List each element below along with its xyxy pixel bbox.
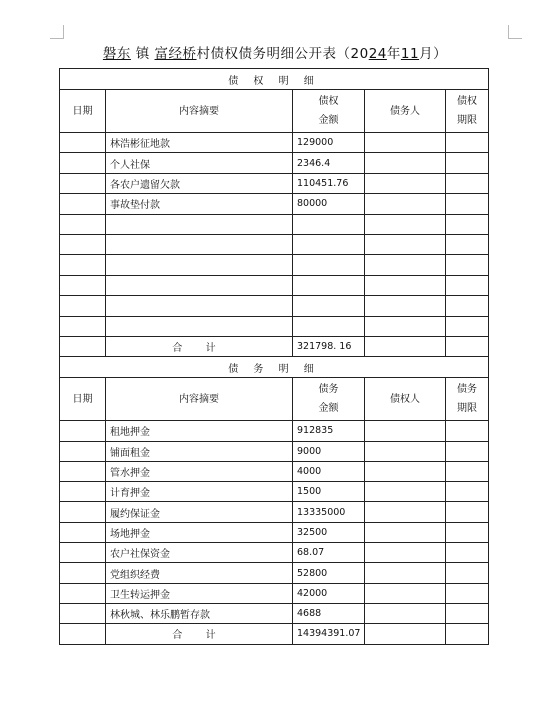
title-village: 富经桥 xyxy=(154,46,197,62)
debts-date-cell xyxy=(60,543,106,563)
claims-amount-cell xyxy=(293,316,365,336)
claims-amount-cell xyxy=(293,275,365,295)
claims-summary-cell: 各农户遗留欠款 xyxy=(106,173,293,193)
debts-date-cell xyxy=(60,502,106,522)
debts-section-header xyxy=(60,357,489,378)
claims-party-cell xyxy=(365,153,446,173)
debts-total-value: 14394391.07 xyxy=(293,624,365,644)
claims-amount-cell xyxy=(293,255,365,275)
debts-term-cell xyxy=(446,502,489,522)
debts-summary-cell: 农户社保资金 xyxy=(106,543,293,563)
claims-total-row xyxy=(60,336,489,356)
debts-amount-cell: 13335000 xyxy=(293,502,365,522)
page-title xyxy=(0,42,550,62)
debts-summary-cell: 履约保证金 xyxy=(106,502,293,522)
claims-term-cell xyxy=(446,234,489,254)
debts-term-header-line1: 债务 xyxy=(457,384,477,396)
claims-term-cell xyxy=(446,194,489,214)
debts-table-row xyxy=(60,482,489,502)
claims-table-row xyxy=(60,296,489,316)
debts-term-cell xyxy=(446,563,489,583)
claims-party-header: 债务人 xyxy=(365,90,446,133)
debts-summary-cell: 卫生转运押金 xyxy=(106,583,293,603)
claims-party-cell xyxy=(365,275,446,295)
debts-party-cell xyxy=(365,543,446,563)
claims-party-cell xyxy=(365,296,446,316)
debts-party-cell xyxy=(365,482,446,502)
claims-table-row xyxy=(60,173,489,193)
claims-term-header-line1: 债权 xyxy=(457,96,477,107)
claims-date-cell xyxy=(60,296,106,316)
debts-summary-cell: 场地押金 xyxy=(106,522,293,542)
debts-summary-cell: 林秋城、林乐鹏暂存款 xyxy=(106,603,293,623)
title-village-suffix: 村债权债务明细公开表（20 xyxy=(196,46,369,62)
claims-summary-cell xyxy=(106,255,293,275)
claims-table-row xyxy=(60,214,489,234)
debts-amount-header xyxy=(293,378,365,421)
debts-amount-cell: 42000 xyxy=(293,583,365,603)
claims-amount-cell: 110451.76 xyxy=(293,173,365,193)
debts-amount-cell: 4000 xyxy=(293,461,365,481)
debts-section-title: 债 务 明 细 xyxy=(60,357,489,378)
debts-term-cell xyxy=(446,603,489,623)
claims-summary-cell: 事故垫付款 xyxy=(106,194,293,214)
debts-amount-cell: 9000 xyxy=(293,441,365,461)
claims-section-title: 债 权 明 细 xyxy=(60,69,489,90)
claims-summary-cell xyxy=(106,214,293,234)
claims-date-cell xyxy=(60,153,106,173)
debts-party-cell xyxy=(365,603,446,623)
claims-summary-cell xyxy=(106,316,293,336)
debts-term-cell xyxy=(446,583,489,603)
claims-party-cell xyxy=(365,255,446,275)
debts-party-header: 债权人 xyxy=(365,378,446,421)
debts-date-cell xyxy=(60,441,106,461)
debts-party-cell xyxy=(365,441,446,461)
debts-amount-header-line1: 债务 xyxy=(318,384,339,396)
claims-party-cell xyxy=(365,214,446,234)
debts-party-cell xyxy=(365,522,446,542)
claims-table-row xyxy=(60,316,489,336)
title-year-word: 年 xyxy=(386,46,401,62)
claims-amount-cell xyxy=(293,296,365,316)
title-year: 24 xyxy=(368,46,387,62)
crop-mark-top-right xyxy=(508,25,522,39)
claims-date-cell xyxy=(60,133,106,153)
debts-party-cell xyxy=(365,583,446,603)
debts-summary-cell: 铺面租金 xyxy=(106,441,293,461)
debts-summary-cell: 党组织经费 xyxy=(106,563,293,583)
claims-term-cell xyxy=(446,316,489,336)
title-town-suffix: 镇 xyxy=(135,46,150,62)
debts-term-cell xyxy=(446,543,489,563)
debts-table-row xyxy=(60,421,489,441)
claims-term-cell xyxy=(446,133,489,153)
claims-party-cell xyxy=(365,234,446,254)
title-month: 11 xyxy=(400,46,420,62)
debts-table-row xyxy=(60,603,489,623)
claims-term-cell xyxy=(446,214,489,234)
debts-term-cell xyxy=(446,441,489,461)
claims-summary-cell: 个人社保 xyxy=(106,153,293,173)
claims-party-cell xyxy=(365,194,446,214)
claims-summary-cell xyxy=(106,296,293,316)
debts-amount-cell: 68.07 xyxy=(293,543,365,563)
debts-table-row xyxy=(60,563,489,583)
claims-section-header xyxy=(60,69,489,90)
debts-date-cell xyxy=(60,583,106,603)
crop-mark-top-left xyxy=(50,25,64,39)
debts-summary-cell: 管水押金 xyxy=(106,461,293,481)
debts-term-cell xyxy=(446,421,489,441)
claims-term-cell xyxy=(446,296,489,316)
claims-term-header xyxy=(446,90,489,133)
debts-date-cell xyxy=(60,482,106,502)
debts-table-row xyxy=(60,441,489,461)
debts-table-row xyxy=(60,583,489,603)
claims-table-row xyxy=(60,275,489,295)
claims-term-header-line2: 期限 xyxy=(457,115,477,126)
debts-date-cell xyxy=(60,522,106,542)
debts-date-cell xyxy=(60,421,106,441)
debts-party-cell xyxy=(365,421,446,441)
debts-amount-header-line2: 金额 xyxy=(318,403,339,415)
claims-amount-cell xyxy=(293,234,365,254)
debts-term-cell xyxy=(446,461,489,481)
claims-amount-cell: 129000 xyxy=(293,133,365,153)
debts-amount-cell: 1500 xyxy=(293,482,365,502)
claims-table-row xyxy=(60,133,489,153)
claims-date-cell xyxy=(60,275,106,295)
debts-total-label: 合 计 xyxy=(106,624,293,644)
debts-date-cell xyxy=(60,603,106,623)
claims-amount-cell: 2346.4 xyxy=(293,153,365,173)
claims-summary-cell: 林浩彬征地款 xyxy=(106,133,293,153)
claims-date-cell xyxy=(60,234,106,254)
title-town: 磐东 xyxy=(102,46,131,62)
debts-term-cell xyxy=(446,482,489,502)
claims-amount-header xyxy=(293,90,365,133)
title-month-word: 月） xyxy=(419,46,448,62)
claims-summary-cell xyxy=(106,275,293,295)
debts-amount-cell: 912835 xyxy=(293,421,365,441)
debts-party-cell xyxy=(365,461,446,481)
claims-term-cell xyxy=(446,255,489,275)
claims-column-headers xyxy=(60,90,489,133)
claims-date-cell xyxy=(60,194,106,214)
ledger-body xyxy=(60,69,489,645)
claims-table-row xyxy=(60,234,489,254)
debts-column-headers xyxy=(60,378,489,421)
claims-party-cell xyxy=(365,133,446,153)
debts-amount-cell: 52800 xyxy=(293,563,365,583)
claims-amount-header-line1: 债权 xyxy=(318,96,339,107)
claims-party-cell xyxy=(365,316,446,336)
claims-table-row xyxy=(60,255,489,275)
debts-summary-cell: 租地押金 xyxy=(106,421,293,441)
debts-summary-header: 内容摘要 xyxy=(106,378,293,421)
claims-term-cell xyxy=(446,275,489,295)
debts-term-cell xyxy=(446,522,489,542)
claims-table-row xyxy=(60,153,489,173)
claims-term-cell xyxy=(446,153,489,173)
debts-table-row xyxy=(60,502,489,522)
claims-amount-header-line2: 金额 xyxy=(318,115,339,126)
debts-party-cell xyxy=(365,563,446,583)
claims-summary-header: 内容摘要 xyxy=(106,90,293,133)
claims-date-cell xyxy=(60,214,106,234)
ledger-table xyxy=(59,68,489,645)
claims-date-header: 日期 xyxy=(60,90,106,133)
debts-party-cell xyxy=(365,502,446,522)
debts-table-row xyxy=(60,461,489,481)
debts-amount-cell: 32500 xyxy=(293,522,365,542)
claims-date-cell xyxy=(60,173,106,193)
claims-term-cell xyxy=(446,173,489,193)
claims-date-cell xyxy=(60,255,106,275)
claims-table-row xyxy=(60,194,489,214)
debts-term-header xyxy=(446,378,489,421)
debts-total-row xyxy=(60,624,489,644)
debts-term-header-line2: 期限 xyxy=(457,403,477,415)
claims-date-cell xyxy=(60,316,106,336)
claims-party-cell xyxy=(365,173,446,193)
debts-table-row xyxy=(60,543,489,563)
claims-total-label: 合 计 xyxy=(106,336,293,356)
debts-table-row xyxy=(60,522,489,542)
debts-summary-cell: 计育押金 xyxy=(106,482,293,502)
debts-date-cell xyxy=(60,563,106,583)
debts-date-cell xyxy=(60,461,106,481)
claims-summary-cell xyxy=(106,234,293,254)
claims-amount-cell xyxy=(293,214,365,234)
debts-date-header: 日期 xyxy=(60,378,106,421)
claims-total-value: 321798. 16 xyxy=(293,336,365,356)
claims-amount-cell: 80000 xyxy=(293,194,365,214)
debts-amount-cell: 4688 xyxy=(293,603,365,623)
